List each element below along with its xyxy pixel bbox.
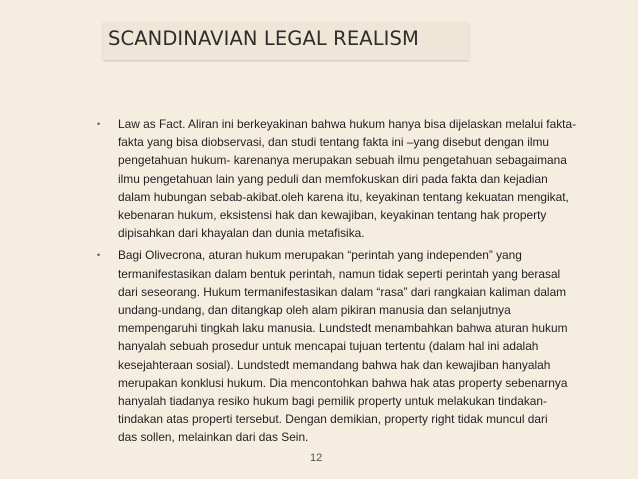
bullet-line: das sollen, melainkan dari das Sein. [118,430,309,445]
bullet-line: undang-undang, dan ditangkap oleh alam pikiran manusia dan selanjutnya [118,303,511,318]
bullet-line: kebenaran hukum, eksistensi hak dan kewajiban, keyakinan tentang hak property [118,208,547,223]
bullet-line: tindakan atas properti tersebut. Dengan demikian, property right tidak muncul dari [118,412,548,427]
bullet-dot-icon: • [97,119,101,129]
page-number: 12 [310,452,323,464]
bullet-line: dalam hubungan sebab-akibat.oleh karena itu, keyakinan tentang kekuatan mengikat, [118,189,569,204]
bullet-line: termanifestasikan dalam bentuk perintah, namun tidak seperti perintah yang berasal [118,266,561,281]
bullet-line: dipisahkan dari khayalan dan dunia metafisika. [118,226,365,241]
bullet-dot-icon: • [97,250,101,261]
bullet-line: merupakan konklusi hukum. Dia mencontohkan bahwa hak atas property sebenarnya [118,375,568,390]
bullet-line: dari seseorang. Hukum termanifestasikan dalam “rasa” dari rangkaian kaliman dalam [118,284,567,299]
bullet-line: kesejahteraan sosial). Lundstedt memandang bahwa hak dan kewajiban hanyalah [118,357,551,372]
bullet-line: hanyalah sebuah prosedur untuk mencapai tujuan tertentu (dalam hal ini adalah [118,339,539,354]
bullet-line: Bagi Olivecrona, aturan hukum merupakan “perintah yang independen” yang [118,248,522,263]
bullet-item [97,115,628,242]
bullet-line: hanyalah tiadanya resiko hukum bagi pemilik property untuk melakukan tindakan- [118,394,547,409]
bullet-line: pengetahuan hukum- karenanya merupakan sebuah ilmu pengetahuan sebagaimana [118,153,567,168]
bullet-line: Law as Fact. Aliran ini berkeyakinan bahwa hukum hanya bisa dijelaskan melalui fakta- [118,117,577,131]
bullet-line: mempengaruhi tingkah laku manusia. Lundstedt menambahkan bahwa aturan hukum [118,321,568,336]
bullet-list [97,115,628,451]
bullet-line: ilmu pengetahuan lain yang peduli dan memfokuskan diri pada fakta dan kejadian [118,171,548,186]
bullet-item [97,246,628,446]
bullet-line: fakta yang bisa diobservasi, dan studi tentang fakta ini –yang disebut dengan ilmu [118,135,549,150]
slide-title: SCANDINAVIAN LEGAL REALISM [108,27,419,50]
